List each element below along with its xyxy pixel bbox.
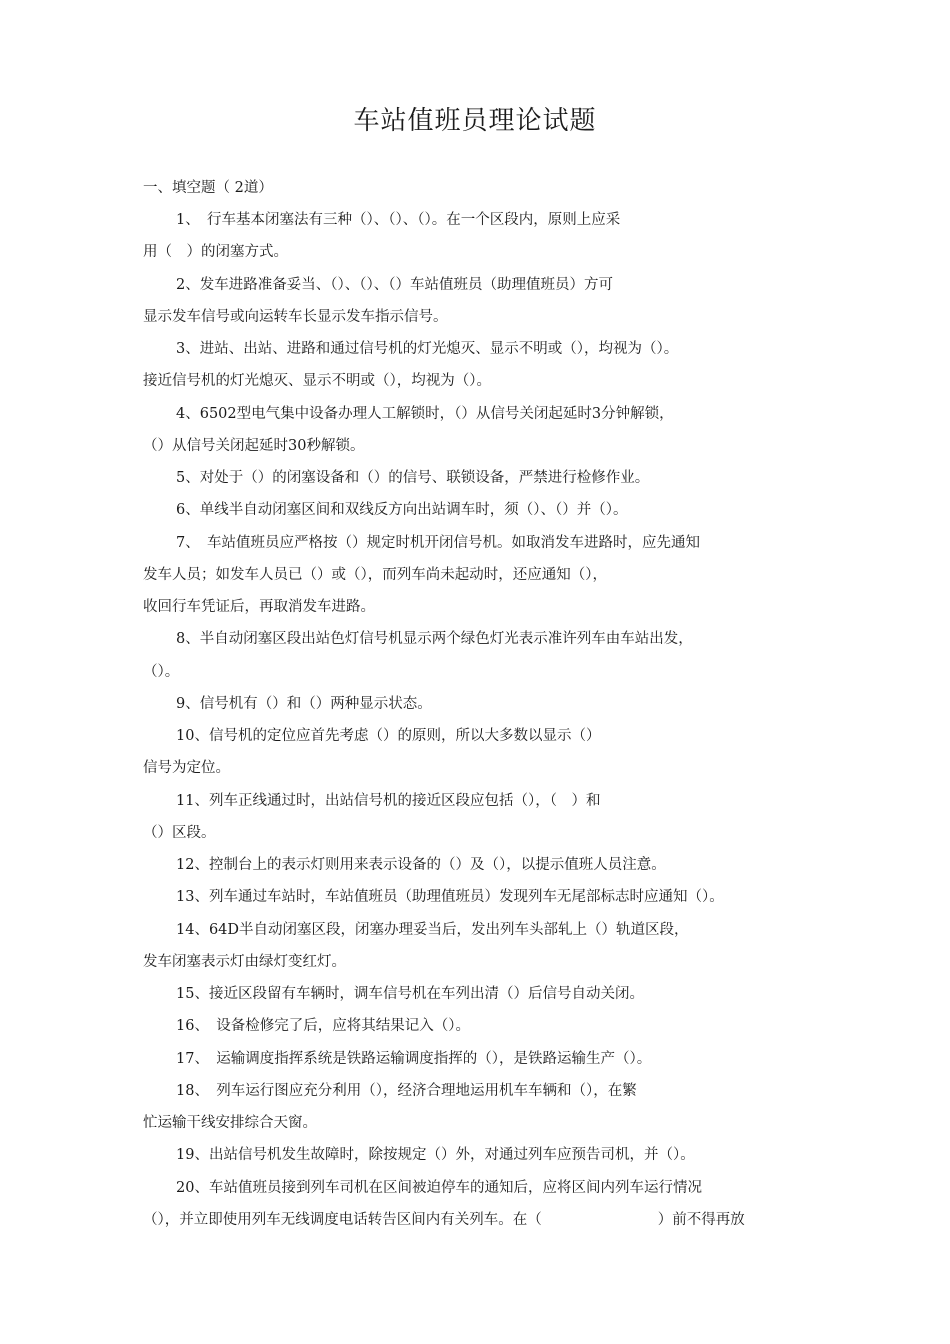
question-line: 9、信号机有（）和（）两种显示状态。 [176,695,432,712]
question-line: 13、列车通过车站时，车站值班员（助理值班员）发现列车无尾部标志时应通知（）。 [176,889,724,906]
document-title: 车站值班员理论试题 [353,106,597,136]
question-line: （）从信号关闭起延时30秒解锁。 [143,437,365,454]
question-line: 发车闭塞表示灯由绿灯变红灯。 [143,953,346,970]
question-line: 10、信号机的定位应首先考虑（）的原则，所以大多数以显示（） [176,728,601,744]
question-line: 显示发车信号或向运转车长显示发车指示信号。 [143,308,448,325]
question-line: 2、发车进路准备妥当、（）、（）、（）车站值班员（助理值班员）方可 [176,276,613,293]
question-line: 12、控制台上的表示灯则用来表示设备的（）及（），以提示值班人员注意。 [176,857,666,873]
question-line: 忙运输干线安排综合天窗。 [143,1115,317,1131]
question-line: 7、 车站值班员应严格按（）规定时机开闭信号机。如取消发车进路时，应先通知 [176,534,700,551]
question-line: 16、 设备检修完了后，应将其结果记入（）。 [176,1018,470,1035]
question-line: 8、半自动闭塞区段出站色灯信号机显示两个绿色灯光表示准许列车由车站出发， [176,631,693,648]
question-line: 发车人员；如发车人员已（）或（），而列车尚未起动时，还应通知（）， [143,566,607,583]
question-line: 17、 运输调度指挥系统是铁路运输调度指挥的（），是铁路运输生产（）。 [176,1050,652,1067]
question-line: （）区段。 [143,824,216,841]
question-line: 18、 列车运行图应充分利用（），经济合理地运用机车车辆和（），在繁 [176,1082,637,1099]
question-line: 14、64D半自动闭塞区段，闭塞办理妥当后，发出列车头部轧上（）轨道区段， [176,921,689,938]
question-line: （），并立即使用列车无线调度电话转告区间内有关列车。在（ ）前不得再放 [143,1211,745,1228]
question-line: 1、 行车基本闭塞法有三种（）、（）、（）。在一个区段内，原则上应采 [176,212,621,228]
question-line: 11、列车正线通过时，出站信号机的接近区段应包括（），（ ）和 [176,792,601,809]
question-line: 6、单线半自动闭塞区间和双线反方向出站调车时，须（）、（）并（）。 [176,502,628,519]
question-line: 用（ ）的闭塞方式。 [143,244,288,261]
section-heading: 一、填空题（ 2道） [143,180,273,196]
question-line: 15、接近区段留有车辆时，调车信号机在车列出清（）后信号自动关闭。 [176,986,644,1002]
question-line: （）。 [143,663,180,680]
question-line: 19、出站信号机发生故障时，除按规定（）外，对通过列车应预告司机，并（）。 [176,1147,695,1164]
question-line: 4、6502型电气集中设备办理人工解锁时，（）从信号关闭起延时3分钟解锁， [176,405,674,422]
question-line: 收回行车凭证后，再取消发车进路。 [143,599,375,615]
question-line: 接近信号机的灯光熄灭、显示不明或（），均视为（）。 [143,373,491,390]
question-line: 3、进站、出站、进路和通过信号机的灯光熄灭、显示不明或（），均视为（）。 [176,341,679,357]
question-line: 信号为定位。 [143,760,230,777]
question-line: 5、对处于（）的闭塞设备和（）的信号、联锁设备，严禁进行检修作业。 [176,470,650,486]
question-line: 20、车站值班员接到列车司机在区间被迫停车的通知后，应将区间内列车运行情况 [176,1179,702,1196]
